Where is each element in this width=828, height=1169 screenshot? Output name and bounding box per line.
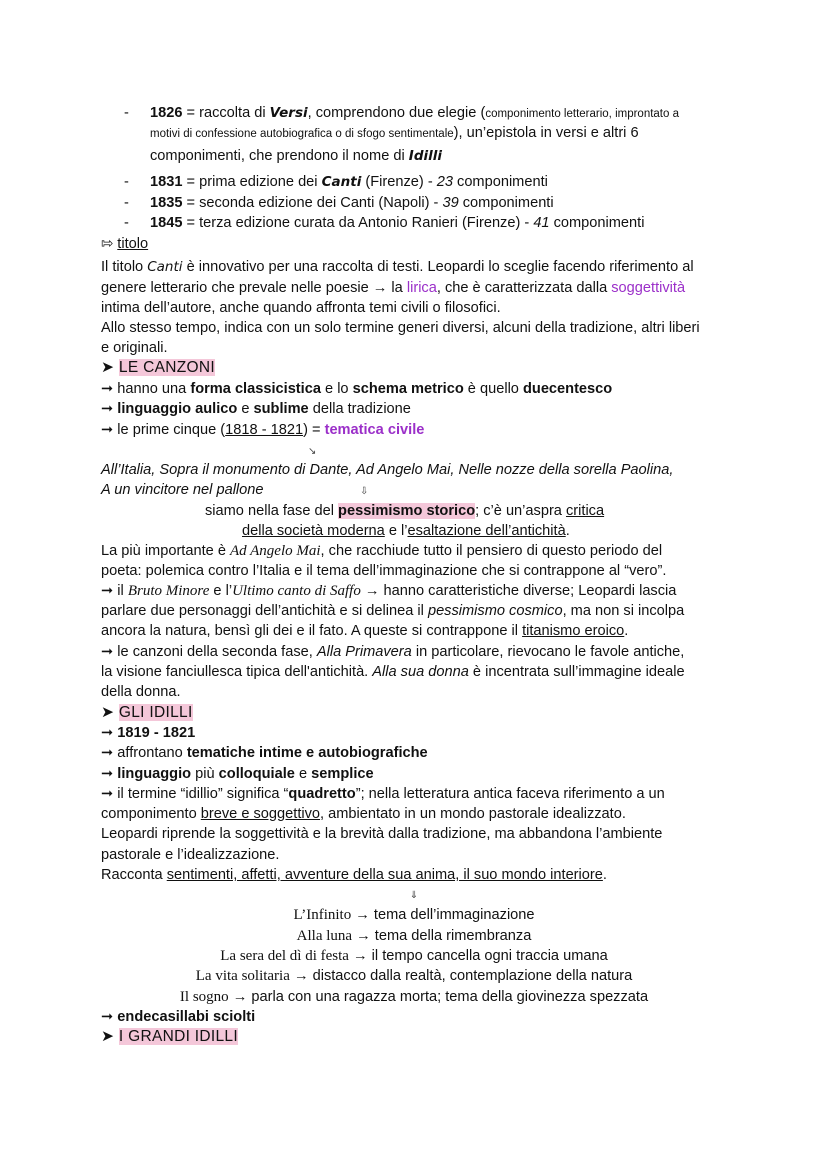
idillio-work: La sera del dì di festa → il tempo cancella ogni traccia umana	[220, 948, 608, 964]
titolo-subheading: ⇰ titolo	[101, 236, 149, 252]
idillio-work: Il sogno → parla con una ragazza morta; tema della giovinezza spezzata	[179, 989, 649, 1005]
list-bullet: -	[124, 215, 129, 231]
arrowhead-bullet-icon: ➤	[101, 359, 115, 376]
list-item-1826-line2: motivi di confessione autobiografica o di sfogo sentimentale), un’epistola in versi e altri 6	[150, 125, 639, 141]
canzoni-paragraph-line: ➞ le canzoni della seconda fase, Alla Primavera in particolare, rievocano le favole antiche,	[101, 644, 685, 660]
right-arrow-icon: ➞	[101, 766, 114, 782]
idilli-metre: ➞ endecasillabi sciolti	[101, 1009, 256, 1025]
idilli-bullet: ➞ il termine “idillio” significa “quadretto”; nella letteratura antica faceva riferimento a un	[101, 786, 665, 802]
list-item-1826: 1826 = raccolta di Versi, comprendono due elegie (componimento letterario, improntato a	[150, 105, 679, 121]
right-arrow-icon: ➞	[101, 583, 114, 599]
list-bullet: -	[124, 195, 129, 211]
canzoni-paragraph-line: della donna.	[101, 684, 181, 700]
titolo-paragraph-line: genere letterario che prevale nelle poesie → la lirica, che è caratterizzata dalla soggettività	[101, 280, 686, 296]
list-bullet: -	[124, 105, 129, 121]
canzoni-bullet: ➞ le prime cinque (1818 - 1821) = tematica civile	[101, 422, 425, 438]
idilli-bullet: ➞ linguaggio più colloquiale e semplice	[101, 766, 374, 782]
idillio-work: Alla luna → tema della rimembranza	[296, 928, 532, 944]
right-arrow-icon: ➞	[101, 1009, 114, 1025]
right-arrow-icon: ➞	[101, 644, 114, 660]
canzoni-paragraph-line: la visione fanciullesca tipica dell'antichità. Alla sua donna è incentrata sull’immagine ideale	[101, 664, 685, 680]
canzoni-bullet: ➞ linguaggio aulico e sublime della tradizione	[101, 401, 411, 417]
titolo-paragraph-line: intima dell’autore, anche quando affronta temi civili o filosofici.	[101, 300, 501, 316]
canzoni-heading: ➤ LE CANZONI	[101, 359, 215, 376]
idilli-bullet: ➞ 1819 - 1821	[101, 725, 196, 741]
down-arrow-icon: ⇩	[360, 486, 369, 497]
pointing-arrow-icon: ⇰	[101, 236, 114, 252]
list-item-1831: 1831 = prima edizione dei Canti (Firenze) - 23 componimenti	[150, 174, 548, 190]
list-item-1835: 1835 = seconda edizione dei Canti (Napoli) - 39 componimenti	[150, 195, 554, 211]
idillio-work: La vita solitaria → distacco dalla realtà, contemplazione della natura	[195, 968, 633, 984]
canzoni-paragraph-line: La più importante è Ad Angelo Mai, che racchiude tutto il pensiero di questo periodo del	[101, 543, 663, 559]
right-arrow-icon: ➞	[101, 381, 114, 397]
double-down-arrow-icon: ⇓	[409, 890, 419, 901]
arrowhead-bullet-icon: ➤	[101, 704, 115, 721]
grandi-idilli-heading: ➤ I GRANDI IDILLI	[101, 1028, 238, 1045]
list-bullet: -	[124, 174, 129, 190]
list-item-1845: 1845 = terza edizione curata da Antonio Ranieri (Firenze) - 41 componimenti	[150, 215, 645, 231]
titolo-paragraph-line: e originali.	[101, 340, 168, 356]
idillio-work: L’Infinito → tema dell’immaginazione	[293, 907, 535, 923]
canzoni-bullet: ➞ hanno una forma classicistica e lo schema metrico è quello duecentesco	[101, 381, 613, 397]
canzoni-paragraph-line: poeta: polemica contro l’Italia e il tema dell’immaginazione che si contrappone al “vero”.	[101, 563, 667, 579]
canzoni-titles-line: A un vincitore nel pallone	[101, 482, 264, 498]
canzoni-paragraph-line: ancora la natura, bensì gli dei e il fato. A queste si contrappone il titanismo eroico.	[101, 623, 629, 639]
idilli-paragraph-line: Racconta sentimenti, affetti, avventure della sua anima, il suo mondo interiore.	[101, 867, 607, 883]
arrowhead-bullet-icon: ➤	[101, 1028, 115, 1045]
list-item-1826-line3: componimenti, che prendono il nome di Idilli	[150, 148, 442, 164]
canzoni-titles-line: All’Italia, Sopra il monumento di Dante, Ad Angelo Mai, Nelle nozze della sorella Paolina,	[101, 462, 674, 478]
titolo-paragraph-line: Allo stesso tempo, indica con un solo termine generi diversi, alcuni della tradizione, altri liberi	[101, 320, 700, 336]
idilli-paragraph-line: Leopardi riprende la soggettività e la brevità dalla tradizione, ma abbandona l’ambiente	[101, 826, 663, 842]
titolo-paragraph-line: Il titolo Canti è innovativo per una raccolta di testi. Leopardi lo sceglie facendo riferimento al	[101, 259, 694, 275]
right-arrow-icon: ➞	[101, 401, 114, 417]
right-arrow-icon: ➞	[101, 745, 114, 761]
idilli-heading: ➤ GLI IDILLI	[101, 704, 193, 721]
pessimismo-storico-line: della società moderna e l’esaltazione dell’antichità.	[242, 523, 570, 539]
right-arrow-icon: ➞	[101, 786, 114, 802]
idilli-paragraph-line: pastorale e l’idealizzazione.	[101, 847, 280, 863]
canzoni-paragraph-line: ➞ il Bruto Minore e l’Ultimo canto di Saffo → hanno caratteristiche diverse; Leopardi lascia	[101, 583, 677, 599]
right-arrow-icon: ➞	[101, 422, 114, 438]
pessimismo-storico-line: siamo nella fase del pessimismo storico; c’è un’aspra critica	[205, 503, 605, 519]
idilli-bullet: ➞ affrontano tematiche intime e autobiografiche	[101, 745, 428, 761]
canzoni-paragraph-line: parlare due personaggi dell’antichità e si delinea il pessimismo cosmico, ma non si incolpa	[101, 603, 685, 619]
diagonal-arrow-icon: ↘	[308, 446, 317, 457]
idilli-paragraph-line: componimento breve e soggettivo, ambientato in un mondo pastorale idealizzato.	[101, 806, 626, 822]
right-arrow-icon: ➞	[101, 725, 114, 741]
